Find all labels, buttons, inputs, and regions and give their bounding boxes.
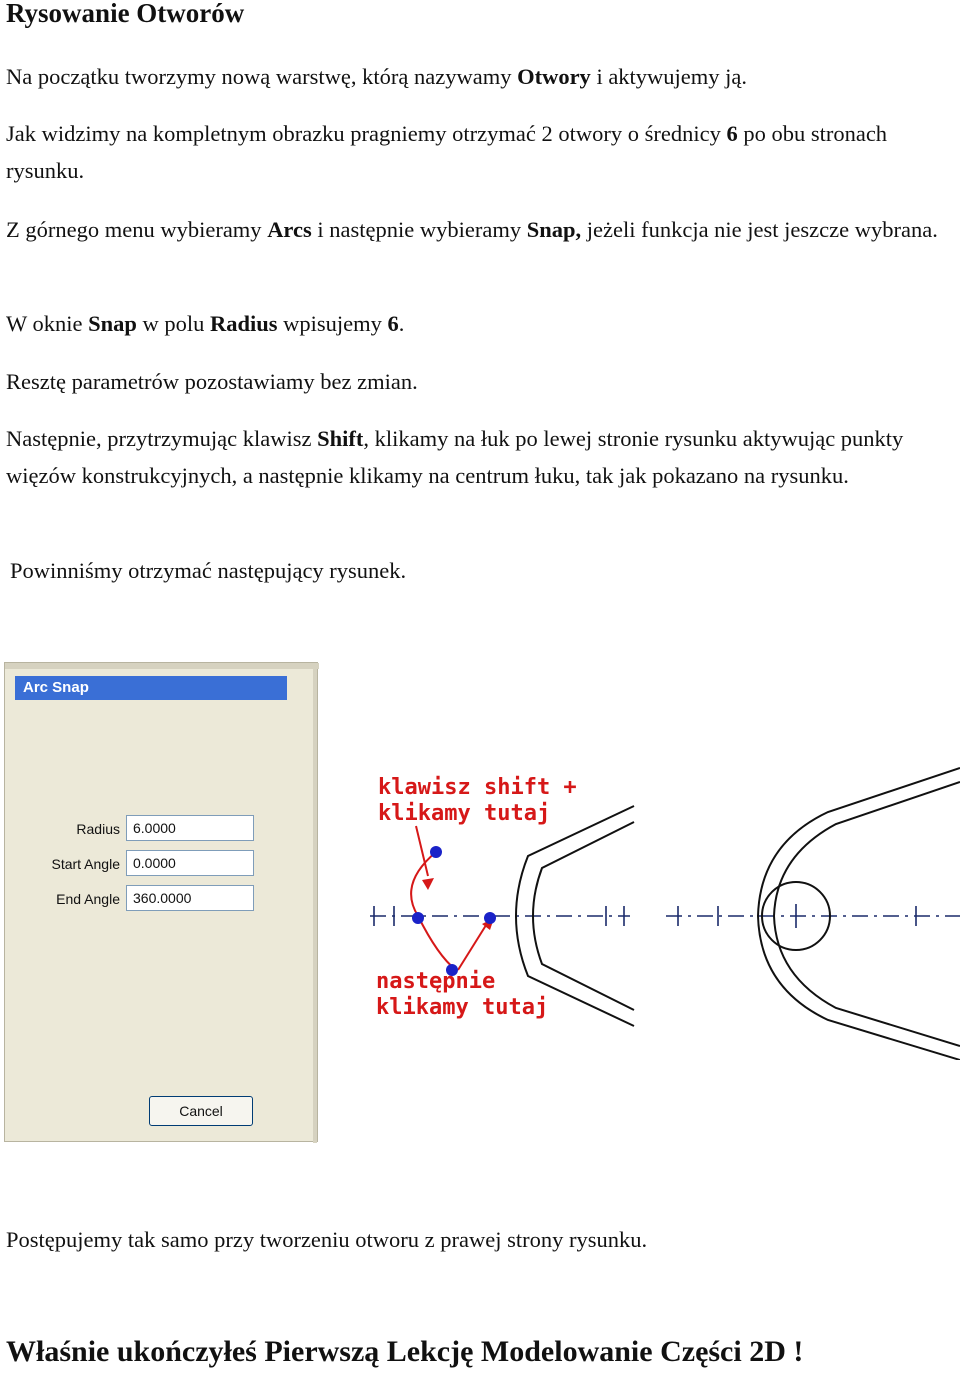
text-span: W oknie [6,311,89,336]
annotation-top-line1: klawisz shift + [378,775,577,800]
construction-arc [411,852,456,970]
annotation-bottom-line2: klikamy tutaj [376,995,549,1020]
text-span: Na początku tworzymy nową warstwę, którą nazywamy [6,64,518,89]
start-angle-input[interactable] [126,850,254,876]
arrow-bottom [458,922,488,970]
paragraph-new-layer [6,58,958,95]
bold-radius: Radius [210,311,278,336]
constraint-point [412,912,424,924]
bold-radius-value: 6 [387,311,399,336]
bold-shift: Shift [317,426,364,451]
text-span: w polu [136,311,210,336]
centerlines [370,904,960,928]
text-span: wpisujemy [277,311,388,336]
arrow-heads [422,878,494,930]
text-span: jeżeli funkcja nie jest jeszcze wybrana. [581,217,938,242]
end-angle-input[interactable] [126,885,254,911]
right-outer-profile [758,768,960,1060]
cancel-button[interactable]: Cancel [149,1096,253,1126]
text-span: po obu stronach rysunku. [6,121,888,183]
arrow-head-top [422,878,434,890]
paragraph-radius [6,305,958,342]
bold-snap: Snap, [526,217,582,242]
paragraph-arcs-menu [6,211,958,248]
arrow-top [416,826,428,876]
bold-snap: Snap [88,311,137,336]
constraint-point [484,912,496,924]
dialog-top-edge [5,663,319,669]
text-span: i aktywujemy ją. [590,64,748,89]
paragraph-rest-params: Resztę parametrów pozostawiamy bez zmian. [6,369,418,394]
part-outline [516,768,960,1060]
end-angle-row [5,885,319,915]
text-span: . [398,311,405,336]
annotation-arrows [411,826,488,970]
start-angle-row [5,850,319,880]
paragraph-right-hole: Postępujemy tak samo przy tworzeniu otworu z prawej strony rysunku. [6,1227,648,1252]
cad-drawing [366,764,960,1060]
text-span: , klikamy na łuk po lewej stronie rysunku aktywując punkty więzów konstrukcyjnych, a następnie klikamy na centrum łuku, tak jak pokazano na rysunku. [6,426,904,488]
bold-layer-name: Otwory [517,64,591,89]
bold-diameter: 6 [726,121,738,146]
paragraph-result: Powinniśmy otrzymać następujący rysunek. [10,558,407,583]
radius-row [5,815,319,845]
radius-input[interactable] [126,815,254,841]
bold-arcs: Arcs [267,217,312,242]
right-inner-profile [774,782,960,1046]
paragraph-shift-click [6,420,958,494]
arc-snap-dialog [4,662,318,1142]
constraint-point [430,846,442,858]
text-span: i następnie wybieramy [311,217,527,242]
start-angle-label: Start Angle [51,856,120,872]
radius-label: Radius [76,821,120,837]
page-heading: Rysowanie Otworów [6,0,245,28]
text-span: Z górnego menu wybieramy [6,217,268,242]
annotation-bottom-line1: następnie [376,969,496,994]
annotation-top-line2: klikamy tutaj [378,801,551,826]
dialog-title-bar: Arc Snap [15,676,287,700]
paragraph-holes [6,115,958,189]
final-heading: Właśnie ukończyłeś Pierwszą Lekcję Modelowanie Części 2D ! [6,1335,804,1368]
end-angle-label: End Angle [56,891,120,907]
text-span: Następnie, przytrzymując klawisz [6,426,318,451]
text-span: Jak widzimy na kompletnym obrazku pragniemy otrzymać 2 otwory o średnicy [6,121,727,146]
